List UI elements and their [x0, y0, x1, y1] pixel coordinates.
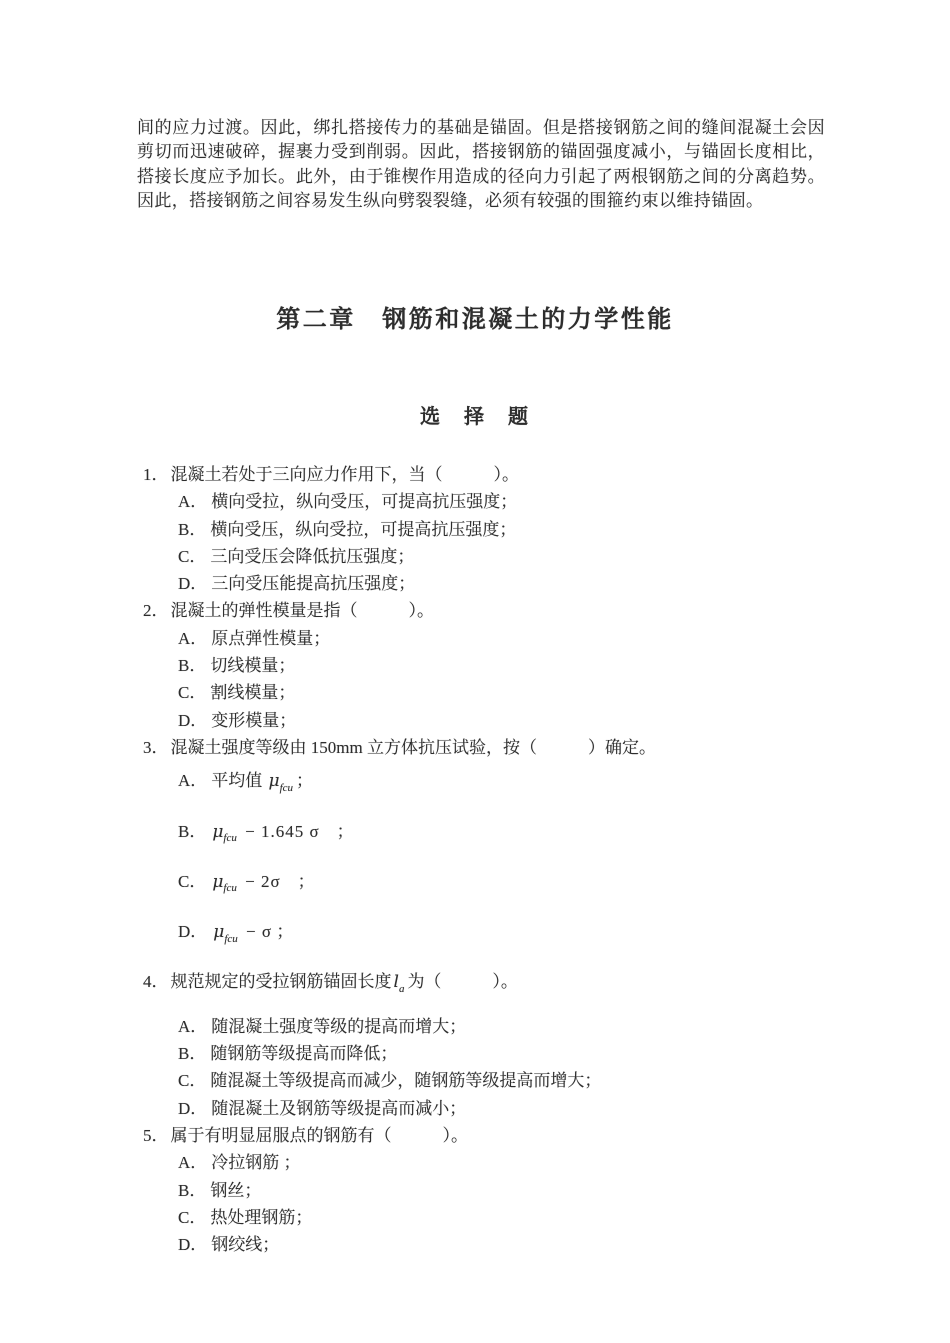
option-letter: C．	[178, 1071, 207, 1091]
option-letter: A．	[178, 492, 208, 512]
option-text: 随混凝土强度等级的提高而增大；	[211, 1016, 467, 1036]
question-1-option-b	[178, 516, 843, 543]
formula-expression: − σ	[240, 922, 273, 942]
question-1-stem-text: 混凝土若处于三向应力作用下，当（ ）。	[170, 465, 519, 484]
question-4-option-a	[178, 1013, 843, 1040]
option-letter: D．	[178, 1098, 208, 1118]
chapter-title: 第二章 钢筋和混凝土的力学性能	[276, 307, 674, 333]
option-letter: C．	[178, 683, 207, 703]
question-4-option-b	[178, 1040, 843, 1067]
question-5	[143, 1122, 843, 1258]
question-1-option-c	[178, 543, 843, 570]
section-title: 选 择 题	[420, 406, 530, 428]
mu-subscript: fcu	[279, 781, 294, 794]
question-4-stem	[143, 968, 843, 996]
option-text: 热处理钢筋；	[210, 1207, 313, 1227]
option-text: 钢绞线；	[211, 1235, 280, 1255]
option-text: 原点弹性模量；	[211, 628, 331, 648]
anchor-length-symbol: l	[393, 972, 399, 993]
question-1-stem	[143, 461, 843, 488]
question-3-stem-text: 混凝土强度等级由 150mm 立方体抗压试验，按（ ）确定。	[170, 737, 656, 757]
question-3-option-c	[178, 868, 843, 896]
option-letter: B．	[178, 519, 207, 539]
mu-subscript: fcu	[223, 882, 237, 895]
question-4-option-d	[178, 1095, 843, 1122]
question-4-number: 4．	[143, 972, 169, 992]
option-letter: A．	[178, 1016, 208, 1036]
question-2	[143, 597, 843, 733]
question-5-option-c	[178, 1204, 843, 1231]
option-letter: B．	[178, 1180, 207, 1200]
question-4-option-c	[178, 1067, 843, 1094]
question-3-option-d	[178, 918, 843, 946]
formula-expression: − 2σ	[239, 871, 281, 891]
option-text: 三向受压能提高抗压强度；	[211, 574, 416, 594]
question-5-stem-text: 属于有明显屈服点的钢筋有（ ）。	[170, 1125, 468, 1145]
mu-subscript: fcu	[224, 932, 238, 945]
question-3-number: 3．	[143, 737, 169, 757]
question-list	[143, 461, 843, 1258]
formula-end: ；	[319, 821, 354, 841]
option-letter: D．	[178, 922, 208, 942]
question-5-option-a	[178, 1149, 843, 1176]
option-text: 横向受拉，纵向受压，可提高抗压强度；	[211, 492, 518, 512]
mu-symbol: μ	[212, 821, 224, 842]
question-1	[143, 461, 843, 597]
mu-symbol: μ	[213, 922, 225, 943]
question-3-option-b	[178, 818, 843, 846]
question-5-options	[143, 1149, 843, 1258]
option-text: 三向受压会降低抗压强度；	[210, 546, 415, 566]
question-3-option-a	[178, 767, 843, 795]
option-letter: D．	[178, 1235, 208, 1255]
option-text: 切线模量；	[210, 656, 296, 676]
option-text: 随混凝土等级提高而减少，随钢筋等级提高而增大；	[210, 1071, 602, 1091]
formula-end: ；	[296, 771, 314, 791]
formula-end: ；	[272, 922, 294, 942]
option-text: 横向受压，纵向受拉，可提高抗压强度；	[210, 519, 517, 539]
option-letter: A．	[178, 1153, 208, 1173]
option-text: 随钢筋等级提高而降低；	[210, 1044, 398, 1064]
option-letter: A．	[178, 771, 208, 791]
question-4	[143, 968, 843, 1121]
question-2-option-c	[178, 679, 843, 706]
question-3	[143, 734, 843, 946]
question-3-stem	[143, 734, 843, 761]
option-letter: C．	[178, 871, 207, 891]
option-letter: B．	[178, 821, 207, 841]
question-5-stem	[143, 1122, 843, 1149]
question-1-options	[143, 488, 843, 597]
intro-paragraph: 间的应力过渡。因此，绑扎搭接传力的基础是锚固。但是搭接钢筋之间的缝间混凝土会因剪切而迅速破碎，握裹力受到削弱。因此，搭接钢筋的锚固强度减小，与锚固长度相比，搭接长度应予加长。此外，由于锥楔作用造成的径向力引起了两根钢筋之间的分离趋势。因此，搭接钢筋之间容易发生纵向劈裂裂缝，必须有较强的围箍约束以维持锚固。	[137, 118, 825, 211]
formula-expression: − 1.645 σ	[239, 821, 320, 841]
option-text: 冷拉钢筋 ；	[211, 1153, 301, 1173]
option-letter: B．	[178, 656, 207, 676]
question-2-option-d	[178, 707, 843, 734]
anchor-length-subscript: a	[398, 982, 405, 995]
question-2-number: 2．	[143, 601, 169, 621]
question-3-options	[143, 767, 843, 946]
question-1-option-a	[178, 488, 843, 515]
question-1-option-d	[178, 570, 843, 597]
question-4-stem-text: 规范规定的受拉钢筋锚固长度	[170, 972, 392, 992]
option-text: 割线模量；	[210, 683, 296, 703]
option-letter: C．	[178, 546, 207, 566]
option-letter: B．	[178, 1044, 207, 1064]
question-2-option-a	[178, 625, 843, 652]
question-2-options	[143, 625, 843, 734]
question-2-stem-text: 混凝土的弹性模量是指（ ）。	[170, 601, 434, 621]
option-letter: D．	[178, 710, 208, 730]
question-2-option-b	[178, 652, 843, 679]
option-text: 变形模量；	[211, 710, 297, 730]
option-text: 钢丝；	[210, 1180, 262, 1200]
question-2-stem	[143, 597, 843, 624]
question-5-option-d	[178, 1231, 843, 1258]
question-4-options	[143, 1013, 843, 1122]
option-letter: D．	[178, 574, 208, 594]
option-text: 随混凝土及钢筋等级提高而减小；	[211, 1098, 467, 1118]
option-letter: A．	[178, 628, 208, 648]
question-1-number: 1．	[143, 465, 169, 484]
mu-symbol: μ	[212, 871, 224, 892]
formula-pre: 平均值	[211, 771, 267, 791]
question-5-option-b	[178, 1177, 843, 1204]
formula-end: ；	[280, 871, 315, 891]
mu-symbol: μ	[268, 771, 280, 792]
option-letter: C．	[178, 1207, 207, 1227]
mu-subscript: fcu	[223, 831, 237, 844]
question-5-number: 5．	[143, 1125, 169, 1145]
question-4-stem-text-end: 为（ ）。	[407, 972, 518, 992]
